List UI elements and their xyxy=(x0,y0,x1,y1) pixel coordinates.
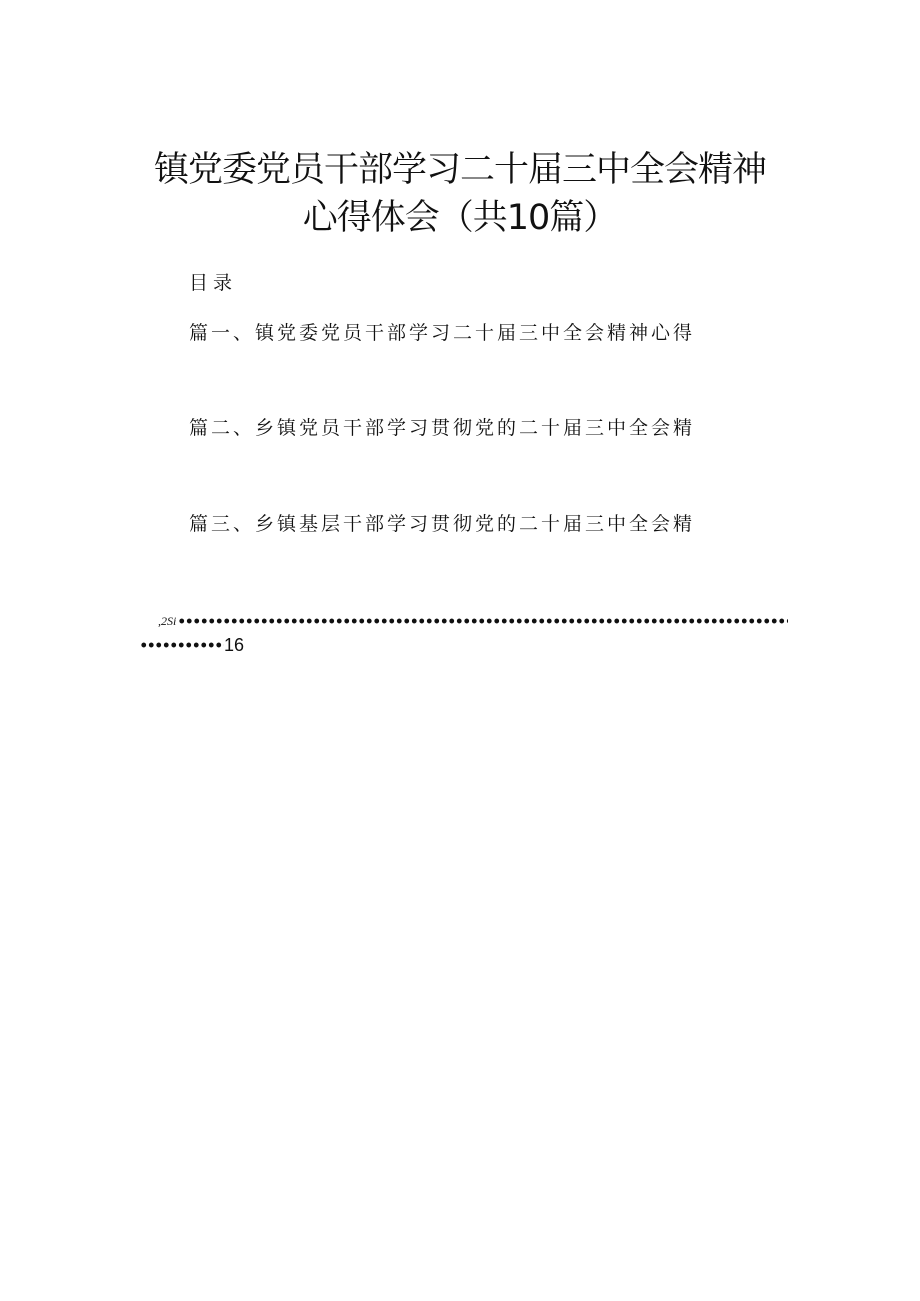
toc-leader-line-continued xyxy=(140,634,244,656)
toc-heading: 目录 xyxy=(189,272,238,294)
document-title-line-2: 心得体会（共10篇） xyxy=(302,198,618,238)
toc-leader-line xyxy=(158,610,788,632)
document-title-line-1: 镇党委党员干部学习二十届三中全会精神 xyxy=(153,150,766,190)
toc-item-1[interactable]: 篇一、镇党委党员干部学习二十届三中全会精神心得 xyxy=(189,322,696,344)
toc-item-2[interactable]: 篇二、乡镇党员干部学习贯彻党的二十届三中全会精 xyxy=(189,417,696,439)
toc-page-number: 16 xyxy=(224,635,245,655)
toc-item-3[interactable]: 篇三、乡镇基层干部学习贯彻党的二十届三中全会精 xyxy=(189,513,696,535)
dot-leader xyxy=(178,618,788,624)
dot-leader-continued xyxy=(140,642,224,648)
toc-leader-fragment: ,2Si xyxy=(158,614,177,628)
